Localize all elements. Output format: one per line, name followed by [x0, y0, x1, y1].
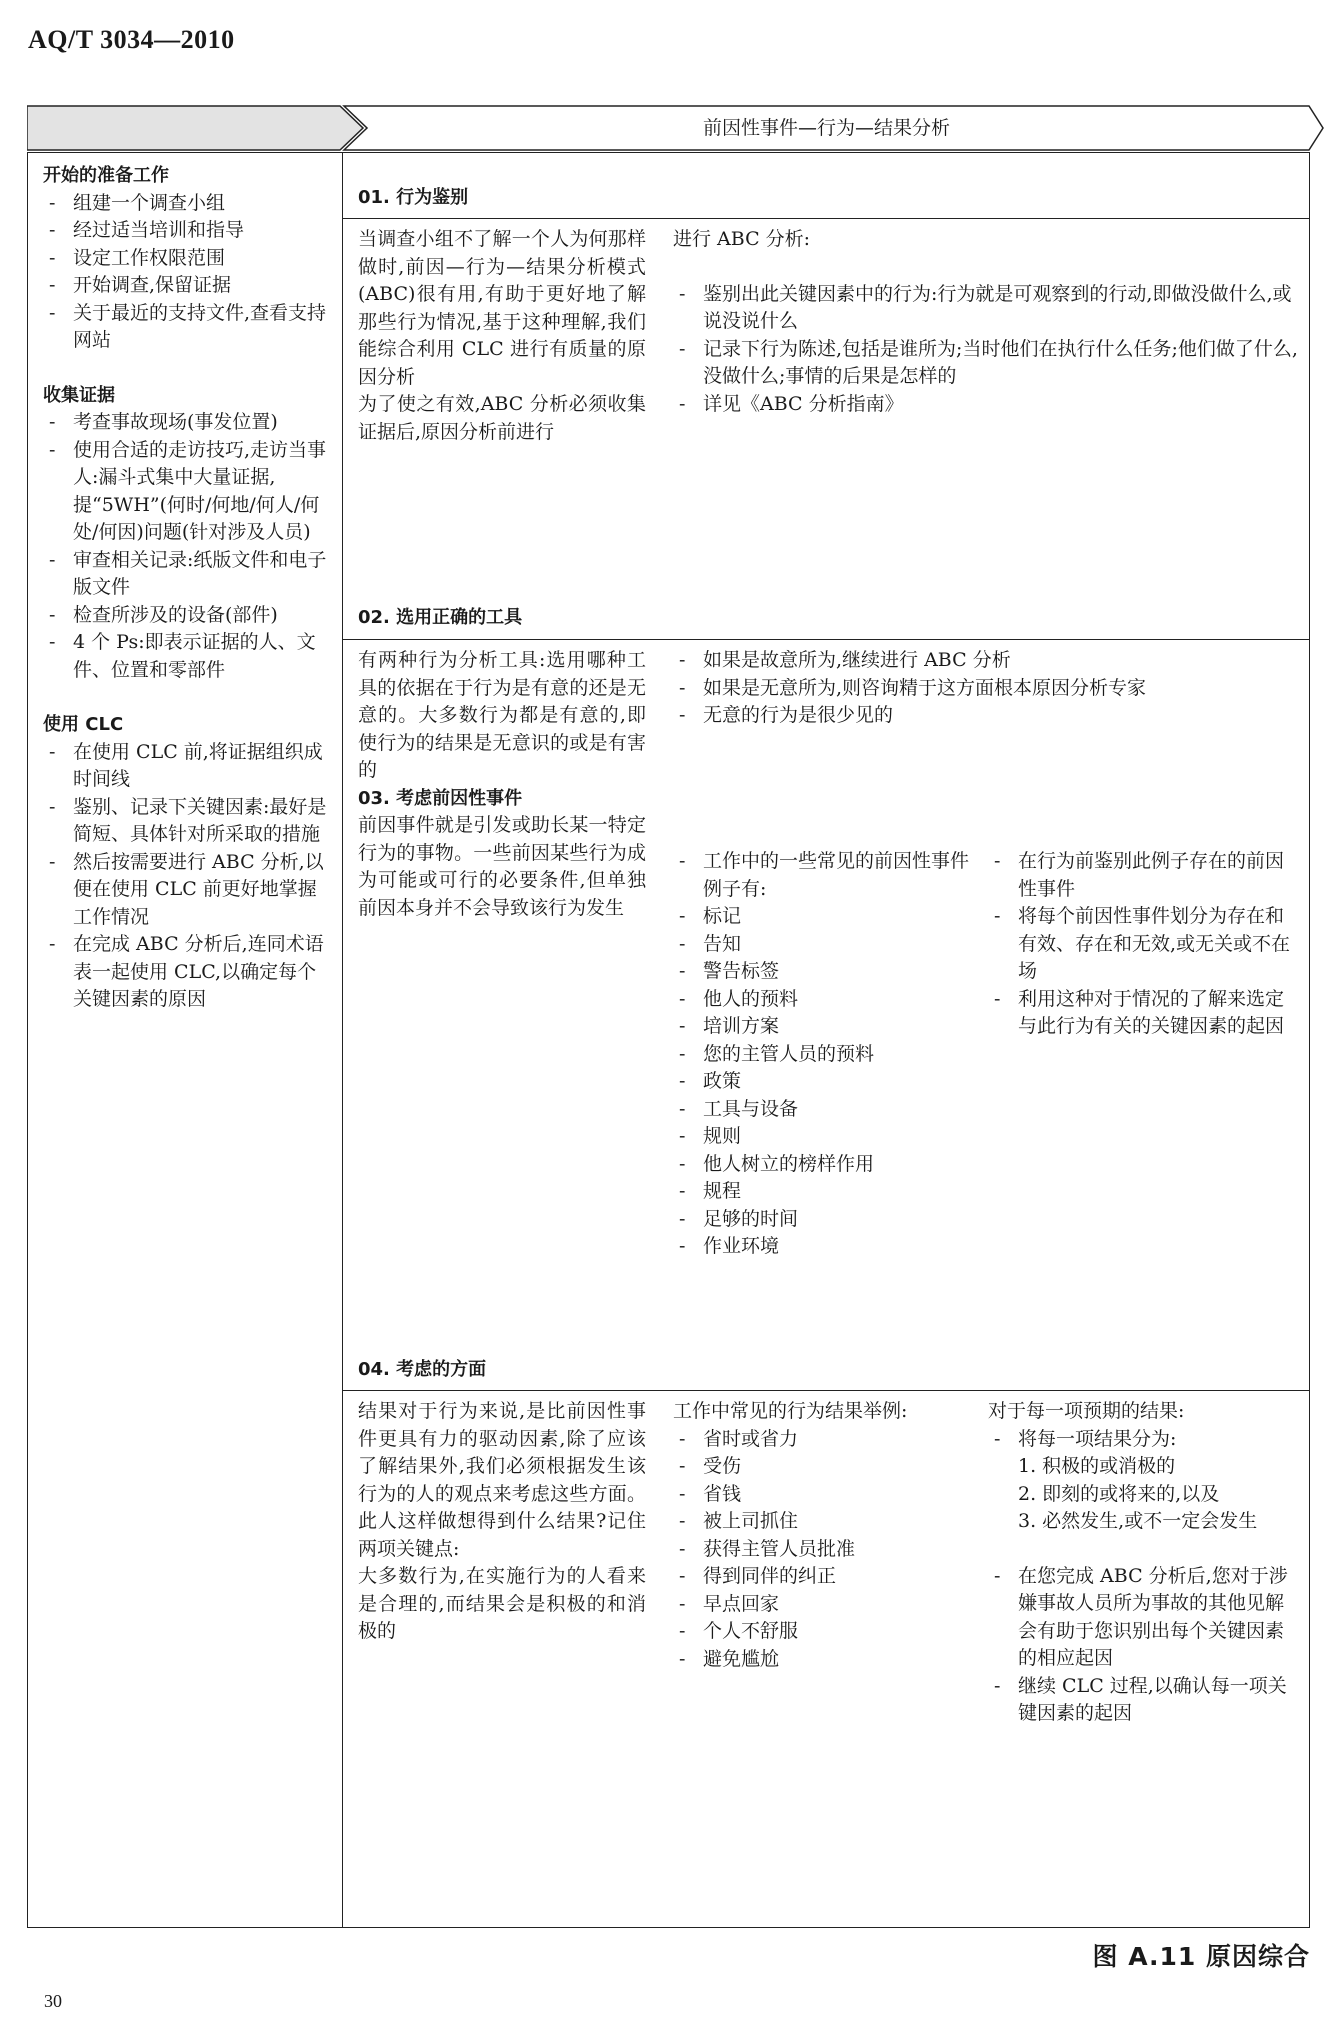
list-item: - 标记: [673, 903, 973, 931]
list-item: - 关于最近的支持文件,查看支持网站: [43, 300, 330, 355]
list-item: - 避免尴尬: [673, 1646, 973, 1674]
list-item: - 足够的时间: [673, 1206, 973, 1234]
list-item: - 如果是故意所为,继续进行 ABC 分析: [673, 647, 1298, 675]
list-item: - 详见《ABC 分析指南》: [673, 391, 1298, 419]
list-item: - 规则: [673, 1123, 973, 1151]
list-item: [988, 1426, 1298, 1536]
left-column: [43, 162, 330, 1014]
list-item: - 在您完成 ABC 分析后,您对于涉嫌事故人员所为事故的其他见解会有助于您识别出每个关键因素的相应起因: [988, 1563, 1298, 1673]
numbered-item: 3. 必然发生,或不一定会发生: [1018, 1510, 1258, 1532]
left-section-title: 收集证据: [43, 384, 115, 406]
section-01-title: 01. 行为鉴别: [358, 187, 469, 208]
list-item: - 个人不舒服: [673, 1618, 973, 1646]
paragraph: 当调查小组不了解一个人为何那样做时,前因—行为—结果分析模式(ABC)很有用,有助于更好地了解那些行为情况,基于这种理解,我们能综合利用 CLC 进行有质量的原因分析: [358, 228, 646, 388]
numbered-item: 1. 积极的或消极的: [1018, 1455, 1176, 1477]
paragraph: 结果对于行为来说,是比前因性事件更具有力的驱动因素,除了应该了解结果外,我们必须根据发生该行为的人的观点来考虑这些方面。此人这样做想得到什么结果?记住两项关键点:: [358, 1400, 646, 1560]
list-item: - 鉴别出此关键因素中的行为:行为就是可观察到的行动,即做没做什么,或说没说什么: [673, 281, 1298, 336]
section-03-middle: [673, 848, 973, 1261]
list-item: - 在使用 CLC 前,将证据组织成时间线: [43, 739, 330, 794]
section-02-title: 02. 选用正确的工具: [358, 607, 523, 628]
figure-caption: 图 A.11 原因综合: [1092, 1942, 1310, 1971]
arrow-shape-left: [27, 106, 363, 150]
page-number: 30: [44, 1991, 62, 2011]
list-item: - 在完成 ABC 分析后,连同术语表一起使用 CLC,以确定每个关键因素的原因: [43, 931, 330, 1014]
list-item: - 开始调查,保留证据: [43, 272, 330, 300]
paragraph: 为了使之有效,ABC 分析必须收集证据后,原因分析前进行: [358, 393, 646, 443]
section-01-rule: [343, 218, 1310, 219]
list-item: - 工作中的一些常见的前因性事件例子有:: [673, 848, 973, 903]
section-04-middle: [673, 1398, 973, 1673]
list-item: - 政策: [673, 1068, 973, 1096]
list-item: - 在行为前鉴别此例子存在的前因性事件: [988, 848, 1298, 903]
list-item: - 记录下行为陈述,包括是谁所为;当时他们在执行什么任务;他们做了什么,没做什么;事情的后果是怎样的: [673, 336, 1298, 391]
section-04-right: [988, 1398, 1298, 1728]
list-item: - 警告标签: [673, 958, 973, 986]
list-item: - 经过适当培训和指导: [43, 217, 330, 245]
list-item: - 省时或省力: [673, 1426, 973, 1454]
intro-text: 工作中常见的行为结果举例:: [673, 1400, 908, 1422]
list-item: - 您的主管人员的预料: [673, 1041, 973, 1069]
list-item: - 鉴别、记录下关键因素:最好是简短、具体针对所采取的措施: [43, 794, 330, 849]
column-divider: [342, 152, 343, 1928]
list-item: - 设定工作权限范围: [43, 245, 330, 273]
list-item: - 检查所涉及的设备(部件): [43, 602, 330, 630]
list-item: - 被上司抓住: [673, 1508, 973, 1536]
section-01-left: [358, 226, 646, 446]
list-item: - 4 个 Ps:即表示证据的人、文件、位置和零部件: [43, 629, 330, 684]
list-item: - 得到同伴的纠正: [673, 1563, 973, 1591]
list-item: - 告知: [673, 931, 973, 959]
list-item: - 使用合适的走访技巧,走访当事人:漏斗式集中大量证据,提“5WH”(何时/何地/何人/何处/何因)问题(针对涉及人员): [43, 437, 330, 547]
document-code: AQ/T 3034—2010: [28, 25, 235, 54]
list-item: - 考查事故现场(事发位置): [43, 409, 330, 437]
paragraph: 有两种行为分析工具:选用哪种工具的依据在于行为是有意的还是无意的。大多数行为都是有意的,即使行为的结果是无意识的或是有害的: [358, 649, 646, 781]
list-item: - 然后按需要进行 ABC 分析,以便在使用 CLC 前更好地掌握工作情况: [43, 849, 330, 932]
section-02-left: [358, 647, 646, 922]
intro-text: 对于每一项预期的结果:: [988, 1400, 1185, 1422]
list-item: - 工具与设备: [673, 1096, 973, 1124]
section-03-right: [988, 848, 1298, 1041]
list-item: - 如果是无意所为,则咨询精于这方面根本原因分析专家: [673, 675, 1298, 703]
paragraph: 前因事件就是引发或助长某一特定行为的事物。一些前因某些行为成为可能或可行的必要条件,但单独前因本身并不会导致该行为发生: [358, 814, 646, 919]
list-item: - 早点回家: [673, 1591, 973, 1619]
numbered-list: [1018, 1453, 1298, 1536]
intro-text: 进行 ABC 分析:: [673, 228, 811, 250]
list-item-text: 将每一项结果分为:: [1018, 1427, 1177, 1450]
left-section-title: 使用 CLC: [43, 714, 124, 735]
list-item: - 将每个前因性事件划分为存在和有效、存在和无效,或无关或不在场: [988, 903, 1298, 986]
list-item: - 继续 CLC 过程,以确认每一项关键因素的起因: [988, 1673, 1298, 1728]
left-section-evidence: [43, 382, 330, 685]
section-03-title: 03. 考虑前因性事件: [358, 787, 523, 809]
list-item: - 规程: [673, 1178, 973, 1206]
section-04-left: [358, 1398, 646, 1646]
list-item: - 他人树立的榜样作用: [673, 1151, 973, 1179]
left-section-clc: [43, 711, 330, 1014]
section-02-rule: [343, 639, 1310, 640]
list-item: - 省钱: [673, 1481, 973, 1509]
section-04-rule: [343, 1390, 1310, 1391]
list-item: - 获得主管人员批准: [673, 1536, 973, 1564]
list-item: - 作业环境: [673, 1233, 973, 1261]
list-item: - 培训方案: [673, 1013, 973, 1041]
section-04-title: 04. 考虑的方面: [358, 1359, 487, 1380]
left-section-title: 开始的准备工作: [43, 165, 169, 186]
section-02-middle: [673, 647, 1298, 730]
list-item: - 利用这种对于情况的了解来选定与此行为有关的关键因素的起因: [988, 986, 1298, 1041]
list-item: - 组建一个调查小组: [43, 190, 330, 218]
arrow-title: 前因性事件—行为—结果分析: [702, 117, 950, 139]
list-item: - 无意的行为是很少见的: [673, 702, 1298, 730]
list-item: - 审查相关记录:纸版文件和电子版文件: [43, 547, 330, 602]
list-item: - 他人的预料: [673, 986, 973, 1014]
paragraph: 大多数行为,在实施行为的人看来是合理的,而结果会是积极的和消极的: [358, 1565, 646, 1642]
left-section-preparation: [43, 162, 330, 355]
numbered-item: 2. 即刻的或将来的,以及: [1018, 1482, 1220, 1505]
section-01-middle: [673, 226, 1298, 418]
list-item: - 受伤: [673, 1453, 973, 1481]
